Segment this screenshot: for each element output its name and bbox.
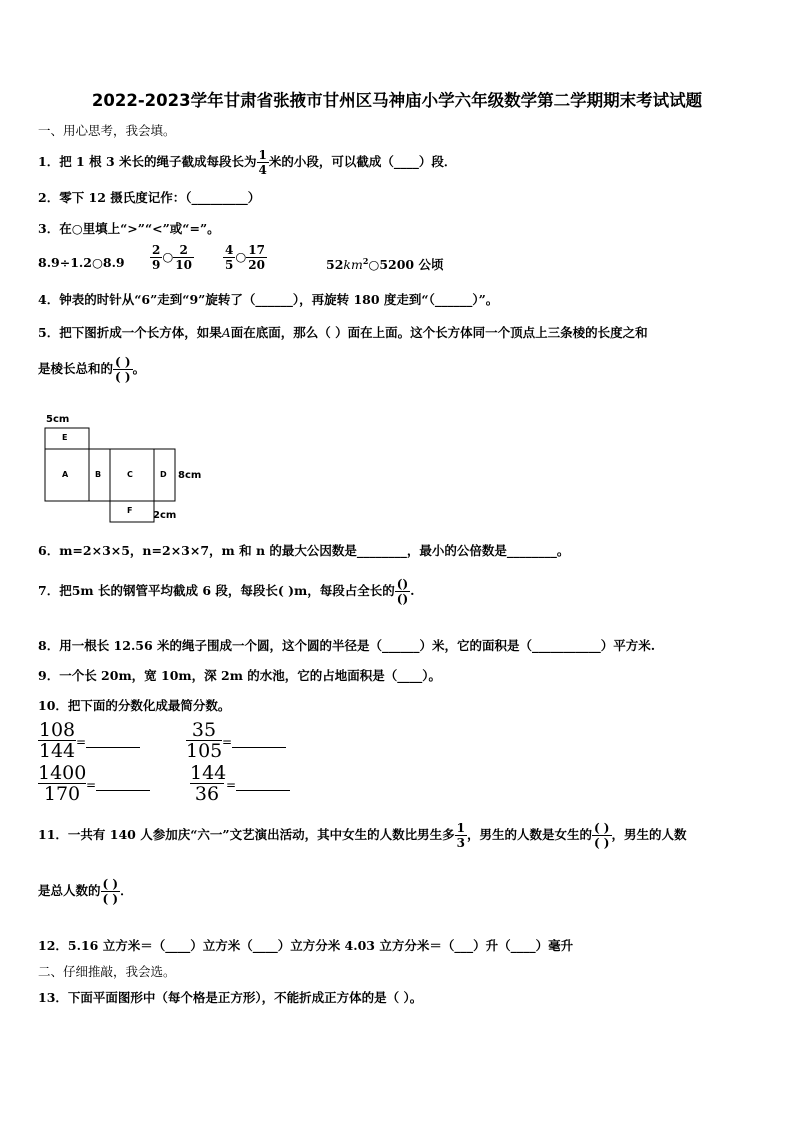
section-one-heading: 一、用心思考，我会填。: [38, 123, 176, 138]
face-d: D: [160, 470, 167, 479]
net-top-label: 5cm: [46, 414, 70, 425]
net-right-label: 8cm: [178, 470, 202, 481]
q10-answer-line-1: [86, 747, 140, 748]
q3-item-b: $\frac{2}{9}$ ○ $\frac{2}{10}$: [152, 243, 192, 272]
question-12: 12．5.16 立方米＝（____）立方米（____）立方分米 4.03 立方分米＝（___）升（____）毫升: [38, 938, 574, 953]
cuboid-net-diagram: [38, 412, 238, 532]
question-3: 3．在○里填上“>”“<”或“=”。: [38, 221, 220, 236]
face-a: A: [62, 470, 69, 479]
q1-fraction: $\frac{1}{4}$: [258, 148, 267, 177]
q1-text: 1．把 1 根 3 米长的绳子截成每段长为: [38, 154, 257, 169]
face-e: E: [62, 433, 68, 442]
question-8: 8．用一根长 12.56 米的绳子围成一个圆，这个圆的半径是（______）米，它的面积是（___________）平方米.: [38, 638, 656, 653]
q10-fraction-4: 144 36: [190, 762, 227, 805]
question-2: 2．零下 12 摄氏度记作：（_________）: [38, 190, 261, 205]
q1-text-end: 米的小段，可以截成（____）段．: [268, 154, 457, 169]
q3-item-a: 8.9÷1.2○8.9: [38, 255, 125, 270]
q10-fraction-3: 1400 170: [38, 762, 87, 805]
question-13: 13．下面平面图形中（每个格是正方形），不能折成正方体的是（ ）。: [38, 990, 423, 1005]
q10-answer-line-3: [96, 790, 150, 791]
q10-answer-line-4: [236, 790, 290, 791]
question-6: 6．m=2×3×5，n=2×3×7，m 和 n 的最大公因数是________，最小的公倍数是________。: [38, 543, 570, 558]
question-5: 5．把下图折成一个长方体，如果A面在底面，那么（ ）面在上面。这个长方体同一个顶点上三条棱的长度之和: [38, 325, 648, 340]
q10-eq-3: =: [86, 778, 97, 792]
face-c: C: [127, 470, 133, 479]
q10-eq-1: =: [76, 735, 87, 749]
section-two-heading: 二、仔细推敲，我会选。: [38, 964, 176, 979]
q11-line-2: 是总人数的 $\frac{( )}{( )}$ ．: [38, 877, 133, 906]
q10-fraction-1: 108 144: [38, 719, 76, 762]
face-b: B: [95, 470, 102, 479]
q10-answer-line-2: [232, 747, 286, 748]
net-bottom-label: 2cm: [153, 510, 177, 521]
question-1: [38, 149, 456, 176]
question-10: 10．把下面的分数化成最简分数。: [38, 698, 231, 713]
question-9: 9．一个长 20m，宽 10m，深 2m 的水池，它的占地面积是（____）。: [38, 668, 442, 683]
q3-item-d: $52km^2○5200$ 公顷: [326, 255, 444, 272]
question-7: 7．把5m 长的钢管平均截成 6 段，每段长( )m，每段占全长的 $\frac{()}{()}$ .: [38, 577, 415, 606]
q5-line-2: 是棱长总和的 $\frac{( )}{( )}$ 。: [38, 355, 146, 384]
question-11: 11．一共有 140 人参加庆“六一”文艺演出活动，其中女生的人数比男生多 $\frac{1}{3}$ ，男生的人数是女生的 $\frac{( )}{( )}$ ，男生的人数: [38, 821, 687, 850]
q10-eq-4: =: [226, 778, 237, 792]
question-4: 4．钟表的时针从“6”走到“9”旋转了（______），再旋转 180 度走到“（______）”。: [38, 292, 499, 307]
q10-fraction-2: 35 105: [186, 719, 223, 762]
q3-item-c: $\frac{4}{5}$ ○ $\frac{17}{20}$: [225, 243, 265, 272]
q10-eq-2: =: [222, 735, 233, 749]
page-title: 2022-2023学年甘肃省张掖市甘州区马神庙小学六年级数学第二学期期末考试试题: [91, 91, 703, 110]
face-f: F: [127, 506, 133, 515]
